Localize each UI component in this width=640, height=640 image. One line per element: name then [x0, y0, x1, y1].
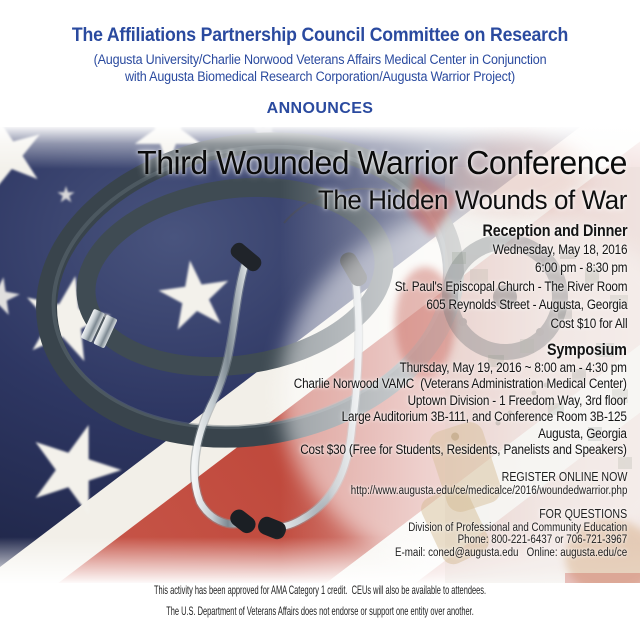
va-disclaimer: The U.S. Department of Veterans Affairs does not endorse or support one entity over another.: [166, 604, 474, 618]
reception-date: Wednesday, May 18, 2016: [492, 242, 627, 257]
register-url: http://www.augusta.edu/ce/medicalce/2016/woundedwarrior.php: [350, 484, 627, 497]
register-heading: REGISTER ONLINE NOW: [501, 470, 627, 484]
symposium-heading: Symposium: [547, 341, 627, 359]
symposium-cost: Cost $30 (Free for Students, Residents, Panelists and Speakers): [300, 442, 627, 458]
ama-credit-note: This activity has been approved for AMA Category 1 credit. CEUs will also be available to attendees.: [153, 583, 487, 597]
symposium-address: Uptown Division - 1 Freedom Way, 3rd floor: [407, 392, 627, 408]
reception-cost: Cost $10 for All: [550, 315, 627, 331]
reception-address: 605 Reynolds Street - Augusta, Georgia: [425, 297, 627, 313]
questions-phone: Phone: 800-221-6437 or 706-721-3967: [457, 534, 627, 547]
register-section: [350, 470, 627, 497]
red-bottom-edge: [565, 573, 640, 583]
conference-subtitle: The Hidden Wounds of War: [317, 185, 627, 215]
reception-venue: St. Paul's Episcopal Church - The River Room: [394, 278, 627, 294]
announces-label: ANNOUNCES: [266, 100, 374, 117]
symposium-section: [294, 340, 627, 458]
symposium-date-time: Thursday, May 19, 2016 ~ 8:00 am - 4:30 pm: [399, 360, 627, 375]
committee-subtitle-line1: (Augusta University/Charlie Norwood Veterans Affairs Medical Center in Conjunction: [93, 52, 547, 67]
questions-heading: FOR QUESTIONS: [539, 507, 627, 521]
questions-division: Division of Professional and Community Education: [408, 521, 627, 534]
questions-section: [395, 507, 627, 560]
symposium-venue: Charlie Norwood VAMC (Veterans Administration Medical Center): [293, 376, 627, 392]
questions-email-online: E-mail: coned@augusta.edu Online: augusta.edu/ce: [394, 547, 627, 560]
conference-title: Third Wounded Warrior Conference: [137, 144, 627, 181]
committee-title: The Affiliations Partnership Council Committee on Research: [71, 25, 569, 46]
symposium-city: Augusta, Georgia: [538, 425, 627, 441]
symposium-rooms: Large Auditorium 3B-111, and Conference Room 3B-125: [341, 409, 627, 425]
reception-heading: Reception and Dinner: [482, 222, 627, 240]
committee-subtitle-line2: with Augusta Biomedical Research Corporation/Augusta Warrior Project): [124, 69, 516, 84]
reception-time: 6:00 pm - 8:30 pm: [534, 260, 627, 276]
reception-section: [394, 221, 627, 333]
